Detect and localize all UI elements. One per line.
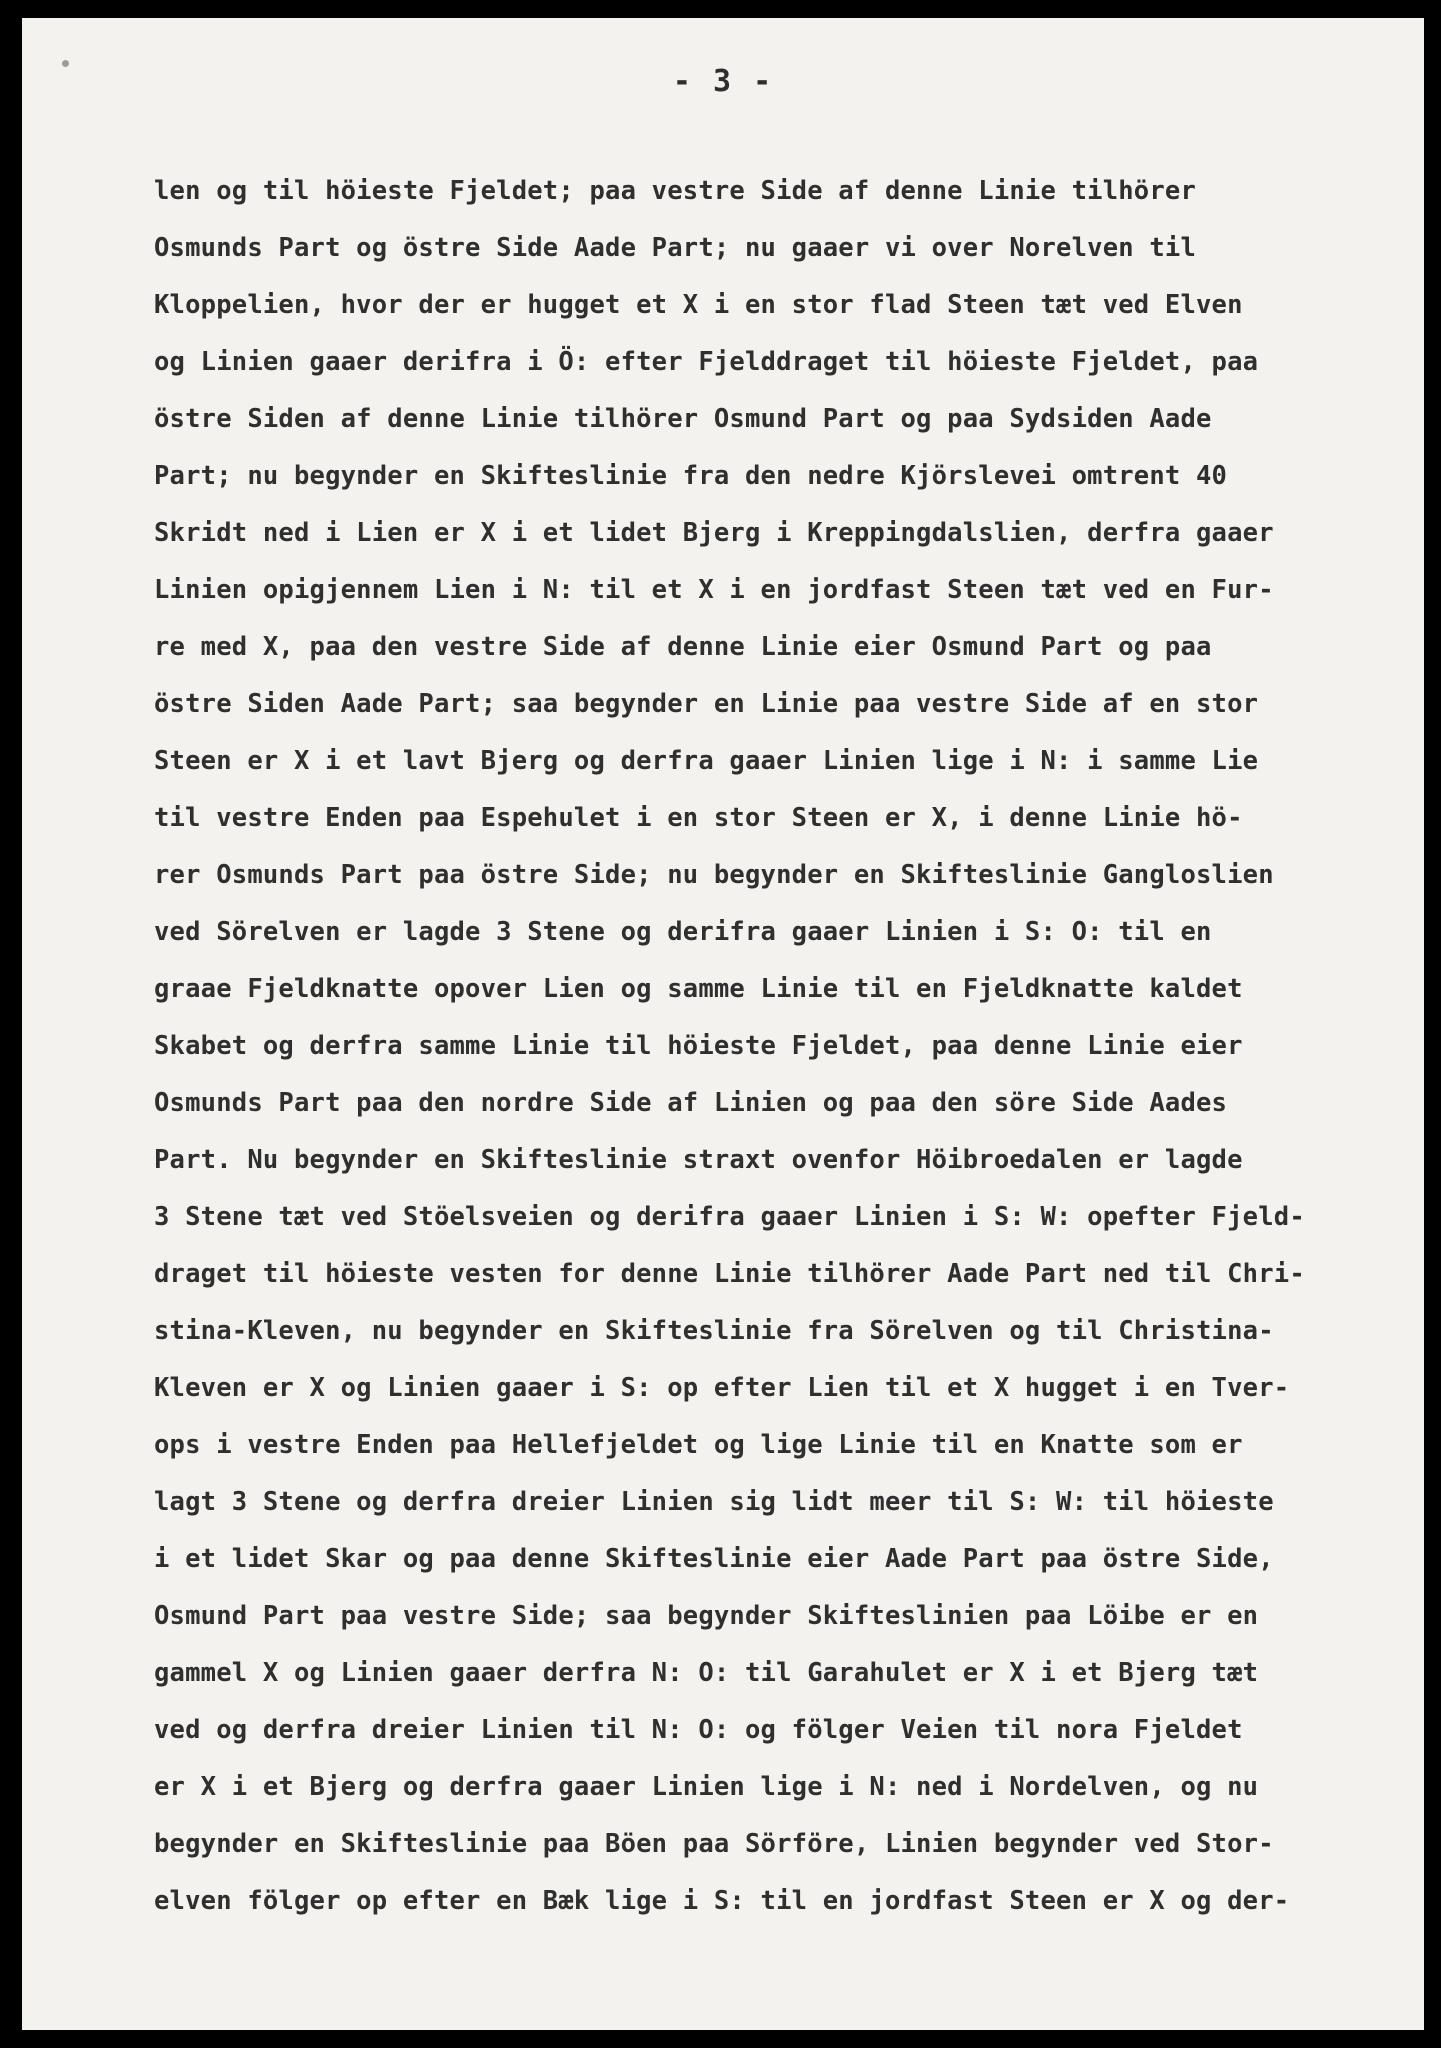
text-line: elven fölger op efter en Bæk lige i S: til en jordfast Steen er X og der-	[154, 1886, 1290, 1916]
text-line: Osmunds Part og östre Side Aade Part; nu gaaer vi over Norelven til	[154, 233, 1197, 263]
text-line: og Linien gaaer derifra i Ö: efter Fjelddraget til höieste Fjeldet, paa	[154, 347, 1259, 377]
text-line: graae Fjeldknatte opover Lien og samme Linie til en Fjeldknatte kaldet	[154, 974, 1243, 1004]
text-line: Skabet og derfra samme Linie til höieste Fjeldet, paa denne Linie eier	[154, 1031, 1243, 1061]
text-line: östre Siden af denne Linie tilhörer Osmund Part og paa Sydsiden Aade	[154, 404, 1212, 434]
text-line: 3 Stene tæt ved Stöelsveien og derifra gaaer Linien i S: W: opefter Fjeld-	[154, 1202, 1305, 1232]
text-line: Part. Nu begynder en Skifteslinie straxt ovenfor Höibroedalen er lagde	[154, 1145, 1243, 1175]
text-line: til vestre Enden paa Espehulet i en stor Steen er X, i denne Linie hö-	[154, 803, 1243, 833]
text-line: Osmund Part paa vestre Side; saa begynder Skifteslinien paa Löibe er en	[154, 1601, 1259, 1631]
text-line: Linien opigjennem Lien i N: til et X i en jordfast Steen tæt ved en Fur-	[154, 575, 1274, 605]
page-number: - 3 -	[672, 64, 774, 99]
document-page	[22, 18, 1424, 2030]
text-line: er X i et Bjerg og derfra gaaer Linien lige i N: ned i Nordelven, og nu	[154, 1772, 1259, 1802]
text-line: re med X, paa den vestre Side af denne Linie eier Osmund Part og paa	[154, 632, 1212, 662]
text-line: begynder en Skifteslinie paa Böen paa Sörföre, Linien begynder ved Stor-	[154, 1829, 1274, 1859]
typewritten-text	[154, 163, 1424, 1930]
text-line: Kloppelien, hvor der er hugget et X i en stor flad Steen tæt ved Elven	[154, 290, 1243, 320]
text-line: Osmunds Part paa den nordre Side af Linien og paa den söre Side Aades	[154, 1088, 1228, 1118]
text-line: östre Siden Aade Part; saa begynder en Linie paa vestre Side af en stor	[154, 689, 1259, 719]
text-line: rer Osmunds Part paa östre Side; nu begynder en Skifteslinie Gangloslien	[154, 860, 1274, 890]
text-line: len og til höieste Fjeldet; paa vestre Side af denne Linie tilhörer	[154, 176, 1197, 206]
text-line: ops i vestre Enden paa Hellefjeldet og lige Linie til en Knatte som er	[154, 1430, 1243, 1460]
text-line: ved og derfra dreier Linien til N: O: og fölger Veien til nora Fjeldet	[154, 1715, 1243, 1745]
text-line: ved Sörelven er lagde 3 Stene og derifra gaaer Linien i S: O: til en	[154, 917, 1212, 947]
text-line: Skridt ned i Lien er X i et lidet Bjerg i Kreppingdalslien, derfra gaaer	[154, 518, 1274, 548]
text-line: i et lidet Skar og paa denne Skifteslinie eier Aade Part paa östre Side,	[154, 1544, 1274, 1574]
text-line: Kleven er X og Linien gaaer i S: op efter Lien til et X hugget i en Tver-	[154, 1373, 1290, 1403]
text-line: gammel X og Linien gaaer derfra N: O: til Garahulet er X i et Bjerg tæt	[154, 1658, 1259, 1688]
text-line: Part; nu begynder en Skifteslinie fra den nedre Kjörslevei omtrent 40	[154, 461, 1228, 491]
text-line: stina-Kleven, nu begynder en Skifteslinie fra Sörelven og til Christina-	[154, 1316, 1274, 1346]
text-line: draget til höieste vesten for denne Linie tilhörer Aade Part ned til Chri-	[154, 1259, 1305, 1289]
text-line: lagt 3 Stene og derfra dreier Linien sig lidt meer til S: W: til höieste	[154, 1487, 1274, 1517]
text-line: Steen er X i et lavt Bjerg og derfra gaaer Linien lige i N: i samme Lie	[154, 746, 1259, 776]
